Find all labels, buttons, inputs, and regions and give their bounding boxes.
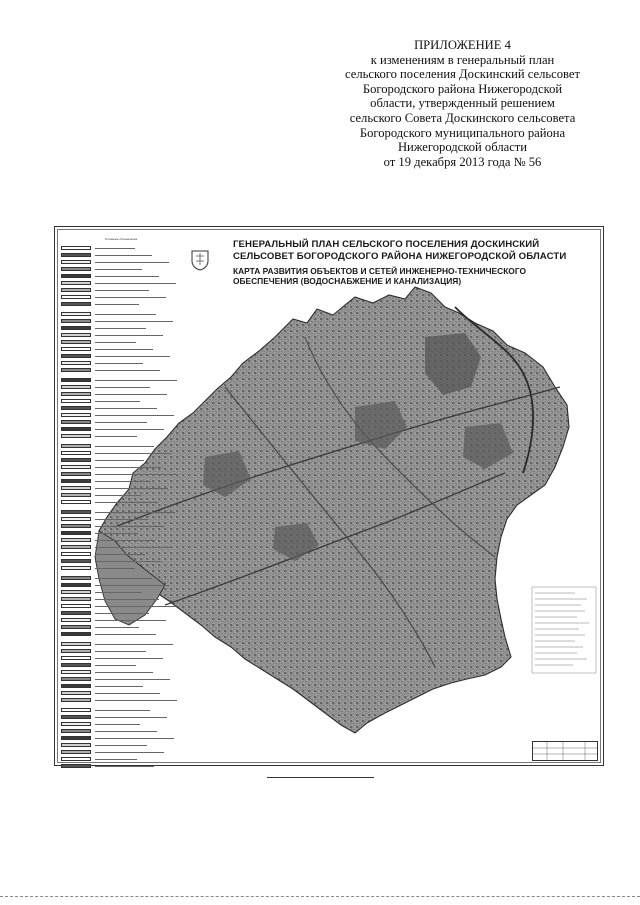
legend-swatch bbox=[61, 642, 91, 646]
legend-row bbox=[59, 676, 183, 682]
legend-row bbox=[59, 690, 183, 696]
legend-row bbox=[59, 252, 183, 258]
legend-text-line bbox=[95, 401, 140, 402]
legend-swatch bbox=[61, 458, 91, 462]
legend-swatch bbox=[61, 406, 91, 410]
legend-swatch bbox=[61, 493, 91, 497]
legend-row bbox=[59, 683, 183, 689]
legend-row bbox=[59, 492, 183, 498]
title-block-stamp bbox=[532, 741, 598, 761]
legend-swatch bbox=[61, 434, 91, 438]
legend-text-line bbox=[95, 283, 176, 284]
appendix-line: сельского поселения Доскинский сельсовет bbox=[345, 67, 580, 82]
legend-swatch bbox=[61, 340, 91, 344]
map-sheet bbox=[54, 226, 604, 766]
stamp-grid bbox=[533, 742, 597, 760]
legend-row bbox=[59, 714, 183, 720]
legend-swatch bbox=[61, 531, 91, 535]
legend-text-line bbox=[95, 540, 155, 541]
legend-swatch bbox=[61, 698, 91, 702]
map-subtitle-line: КАРТА РАЗВИТИЯ ОБЪЕКТОВ И СЕТЕЙ ИНЖЕНЕРНО-ТЕХНИЧЕСКОГО bbox=[233, 266, 526, 277]
legend-swatch bbox=[61, 545, 91, 549]
legend-swatch bbox=[61, 354, 91, 358]
legend-row bbox=[59, 544, 183, 550]
legend-swatch bbox=[61, 722, 91, 726]
legend-text-line bbox=[95, 349, 153, 350]
legend-row bbox=[59, 631, 183, 637]
legend-row bbox=[59, 450, 183, 456]
legend-row bbox=[59, 763, 183, 769]
legend-text-line bbox=[95, 387, 150, 388]
legend-text-line bbox=[95, 276, 159, 277]
legend-row bbox=[59, 610, 183, 616]
legend-swatch bbox=[61, 312, 91, 316]
legend-text-line bbox=[95, 526, 165, 527]
legend-text-line bbox=[95, 700, 177, 701]
legend-row bbox=[59, 530, 183, 536]
legend-swatch bbox=[61, 378, 91, 382]
legend-swatch bbox=[61, 649, 91, 653]
legend-swatch bbox=[61, 729, 91, 733]
legend-swatch bbox=[61, 552, 91, 556]
legend-swatch bbox=[61, 611, 91, 615]
legend-text-line bbox=[95, 731, 157, 732]
legend-panel bbox=[59, 237, 183, 759]
legend-swatch bbox=[61, 368, 91, 372]
legend-swatch bbox=[61, 326, 91, 330]
legend-text-line bbox=[95, 627, 139, 628]
legend-swatch bbox=[61, 583, 91, 587]
legend-text-line bbox=[95, 394, 167, 395]
legend-text-line bbox=[95, 613, 149, 614]
legend-swatch bbox=[61, 288, 91, 292]
legend-text-line bbox=[95, 467, 161, 468]
legend-swatch bbox=[61, 656, 91, 660]
legend-text-line bbox=[95, 380, 177, 381]
legend-swatch bbox=[61, 260, 91, 264]
legend-title: Условные обозначения bbox=[104, 237, 138, 241]
legend-swatch bbox=[61, 392, 91, 396]
signature-rule bbox=[267, 777, 374, 778]
appendix-line: Нижегородской области bbox=[397, 140, 528, 155]
legend-swatch bbox=[61, 333, 91, 337]
legend-swatch bbox=[61, 486, 91, 490]
legend-row bbox=[59, 360, 183, 366]
legend-text-line bbox=[95, 446, 154, 447]
legend-text-line bbox=[95, 634, 156, 635]
legend-text-line bbox=[95, 304, 139, 305]
legend-row bbox=[59, 596, 183, 602]
legend-text-line bbox=[95, 672, 153, 673]
legend-text-line bbox=[95, 665, 136, 666]
legend-text-line bbox=[95, 460, 144, 461]
legend-text-line bbox=[95, 436, 137, 437]
appendix-line: Богородского муниципального района bbox=[359, 125, 566, 140]
legend-row bbox=[59, 617, 183, 623]
map-title-block bbox=[233, 239, 593, 286]
legend-swatch bbox=[61, 736, 91, 740]
legend-swatch bbox=[61, 597, 91, 601]
legend-text-line bbox=[95, 495, 141, 496]
legend-row bbox=[59, 367, 183, 373]
legend-text-line bbox=[95, 724, 140, 725]
legend-swatch bbox=[61, 267, 91, 271]
legend-swatch bbox=[61, 576, 91, 580]
appendix-heading: ПРИЛОЖЕНИЕ 4 bbox=[414, 38, 511, 52]
legend-row bbox=[59, 259, 183, 265]
legend-row bbox=[59, 669, 183, 675]
appendix-line: Богородского района Нижегородской bbox=[362, 81, 563, 96]
legend-swatch bbox=[61, 465, 91, 469]
legend-row bbox=[59, 478, 183, 484]
legend-text-line bbox=[95, 585, 169, 586]
legend-swatch bbox=[61, 524, 91, 528]
legend-swatch bbox=[61, 479, 91, 483]
legend-row bbox=[59, 728, 183, 734]
legend-text-line bbox=[95, 651, 146, 652]
legend-row bbox=[59, 516, 183, 522]
legend-text-line bbox=[95, 429, 164, 430]
legend-text-line bbox=[95, 328, 146, 329]
legend-text-line bbox=[95, 248, 135, 249]
legend-text-line bbox=[95, 481, 151, 482]
legend-swatch bbox=[61, 246, 91, 250]
legend-row bbox=[59, 405, 183, 411]
legend-row bbox=[59, 384, 183, 390]
legend-swatch bbox=[61, 663, 91, 667]
legend-text-line bbox=[95, 519, 148, 520]
legend-row bbox=[59, 471, 183, 477]
legend-row bbox=[59, 443, 183, 449]
legend-text-line bbox=[95, 606, 176, 607]
legend-text-line bbox=[95, 408, 157, 409]
legend-swatch bbox=[61, 684, 91, 688]
legend-swatch bbox=[61, 715, 91, 719]
legend-row bbox=[59, 280, 183, 286]
legend-text-line bbox=[95, 453, 171, 454]
legend-row bbox=[59, 419, 183, 425]
legend-swatch bbox=[61, 691, 91, 695]
legend-row bbox=[59, 589, 183, 595]
legend-row bbox=[59, 426, 183, 432]
legend-text-line bbox=[95, 547, 172, 548]
legend-text-line bbox=[95, 599, 159, 600]
legend-swatch bbox=[61, 472, 91, 476]
appendix-line: сельского Совета Доскинского сельсовета bbox=[349, 110, 576, 125]
legend-text-line bbox=[95, 290, 149, 291]
legend-row bbox=[59, 294, 183, 300]
legend-text-line bbox=[95, 568, 135, 569]
legend-text-line bbox=[95, 255, 152, 256]
map-legend-right bbox=[532, 587, 596, 673]
legend-swatch bbox=[61, 444, 91, 448]
legend-row bbox=[59, 582, 183, 588]
legend-swatch bbox=[61, 517, 91, 521]
legend-text-line bbox=[95, 321, 173, 322]
legend-text-line bbox=[95, 262, 169, 263]
legend-row bbox=[59, 662, 183, 668]
legend-text-line bbox=[95, 533, 138, 534]
legend-swatch bbox=[61, 590, 91, 594]
legend-text-line bbox=[95, 693, 160, 694]
legend-row bbox=[59, 273, 183, 279]
legend-row bbox=[59, 749, 183, 755]
legend-swatch bbox=[61, 253, 91, 257]
legend-text-line bbox=[95, 488, 168, 489]
legend-row bbox=[59, 624, 183, 630]
legend-swatch bbox=[61, 295, 91, 299]
legend-text-line bbox=[95, 679, 170, 680]
legend-swatch bbox=[61, 538, 91, 542]
legend-swatch bbox=[61, 750, 91, 754]
legend-text-line bbox=[95, 644, 173, 645]
legend-row bbox=[59, 287, 183, 293]
legend-swatch bbox=[61, 281, 91, 285]
legend-text-line bbox=[95, 474, 178, 475]
legend-row bbox=[59, 485, 183, 491]
appendix-line: области, утвержденный решением bbox=[370, 96, 555, 111]
legend-row bbox=[59, 266, 183, 272]
legend-swatch bbox=[61, 274, 91, 278]
appendix-line: к изменениям в генеральный план bbox=[370, 52, 555, 67]
legend-text-line bbox=[95, 752, 164, 753]
legend-row bbox=[59, 433, 183, 439]
legend-row bbox=[59, 537, 183, 543]
legend-row bbox=[59, 655, 183, 661]
legend-text-line bbox=[95, 502, 158, 503]
appendix-date-line: от 19 декабря 2013 года № 56 bbox=[383, 154, 542, 169]
legend-swatch bbox=[61, 413, 91, 417]
legend-text-line bbox=[95, 370, 160, 371]
legend-text-line bbox=[95, 342, 136, 343]
legend-row bbox=[59, 318, 183, 324]
legend-text-line bbox=[95, 554, 145, 555]
legend-text-line bbox=[95, 512, 175, 513]
legend-text-line bbox=[95, 592, 142, 593]
legend-swatch bbox=[61, 566, 91, 570]
legend-row bbox=[59, 648, 183, 654]
legend-text-line bbox=[95, 269, 142, 270]
legend-row bbox=[59, 499, 183, 505]
legend-row bbox=[59, 641, 183, 647]
legend-row bbox=[59, 551, 183, 557]
legend-swatch bbox=[61, 764, 91, 768]
legend-row bbox=[59, 353, 183, 359]
legend-text-line bbox=[95, 422, 147, 423]
legend-text-line bbox=[95, 578, 152, 579]
legend-swatch bbox=[61, 625, 91, 629]
legend-swatch bbox=[61, 708, 91, 712]
legend-text-line bbox=[95, 717, 167, 718]
legend-text-line bbox=[95, 335, 163, 336]
legend-swatch bbox=[61, 451, 91, 455]
legend-swatch bbox=[61, 427, 91, 431]
legend-text-line bbox=[95, 745, 147, 746]
map-title-line: СЕЛЬСОВЕТ БОГОРОДСКОГО РАЙОНА НИЖЕГОРОДСКОЙ ОБЛАСТИ bbox=[233, 250, 567, 262]
legend-swatch bbox=[61, 670, 91, 674]
legend-swatch bbox=[61, 420, 91, 424]
legend-swatch bbox=[61, 677, 91, 681]
legend-swatch bbox=[61, 385, 91, 389]
legend-text-line bbox=[95, 415, 174, 416]
legend-row bbox=[59, 325, 183, 331]
scan-edge bbox=[0, 896, 640, 898]
legend-text-line bbox=[95, 620, 166, 621]
legend-row bbox=[59, 464, 183, 470]
legend-swatch bbox=[61, 757, 91, 761]
legend-swatch bbox=[61, 319, 91, 323]
legend-swatch bbox=[61, 618, 91, 622]
legend-row bbox=[59, 697, 183, 703]
legend-row bbox=[59, 245, 183, 251]
legend-text-line bbox=[95, 766, 154, 767]
legend-row bbox=[59, 332, 183, 338]
legend-swatch bbox=[61, 510, 91, 514]
legend-swatch bbox=[61, 399, 91, 403]
appendix-caption bbox=[330, 38, 595, 169]
legend-row bbox=[59, 398, 183, 404]
legend-row bbox=[59, 575, 183, 581]
legend-row bbox=[59, 735, 183, 741]
legend-row bbox=[59, 509, 183, 515]
legend-row bbox=[59, 311, 183, 317]
legend-row bbox=[59, 346, 183, 352]
legend-text-line bbox=[95, 710, 150, 711]
map-title-line: ГЕНЕРАЛЬНЫЙ ПЛАН СЕЛЬСКОГО ПОСЕЛЕНИЯ ДОСКИНСКИЙ bbox=[233, 239, 540, 250]
legend-swatch bbox=[61, 361, 91, 365]
legend-text-line bbox=[95, 759, 137, 760]
legend-row bbox=[59, 756, 183, 762]
legend-row bbox=[59, 742, 183, 748]
legend-swatch bbox=[61, 743, 91, 747]
legend-swatch bbox=[61, 604, 91, 608]
coat-of-arms-icon bbox=[190, 249, 210, 271]
legend-row bbox=[59, 523, 183, 529]
legend-row bbox=[59, 558, 183, 564]
legend-text-line bbox=[95, 314, 156, 315]
legend-text-line bbox=[95, 686, 143, 687]
legend-row bbox=[59, 457, 183, 463]
legend-text-line bbox=[95, 738, 174, 739]
legend-row bbox=[59, 721, 183, 727]
legend-row bbox=[59, 301, 183, 307]
legend-row bbox=[59, 603, 183, 609]
legend-text-line bbox=[95, 561, 162, 562]
legend-row bbox=[59, 412, 183, 418]
legend-row bbox=[59, 391, 183, 397]
legend-swatch bbox=[61, 559, 91, 563]
legend-row bbox=[59, 339, 183, 345]
legend-text-line bbox=[95, 356, 170, 357]
legend-row bbox=[59, 377, 183, 383]
legend-text-line bbox=[95, 297, 166, 298]
legend-swatch bbox=[61, 347, 91, 351]
legend-text-line bbox=[95, 363, 143, 364]
legend-swatch bbox=[61, 302, 91, 306]
legend-swatch bbox=[61, 632, 91, 636]
map-subtitle-line: ОБЕСПЕЧЕНИЯ (ВОДОСНАБЖЕНИЕ И КАНАЛИЗАЦИЯ) bbox=[233, 276, 462, 287]
legend-row bbox=[59, 565, 183, 571]
legend-swatch bbox=[61, 500, 91, 504]
legend-row bbox=[59, 707, 183, 713]
legend-text-line bbox=[95, 658, 163, 659]
